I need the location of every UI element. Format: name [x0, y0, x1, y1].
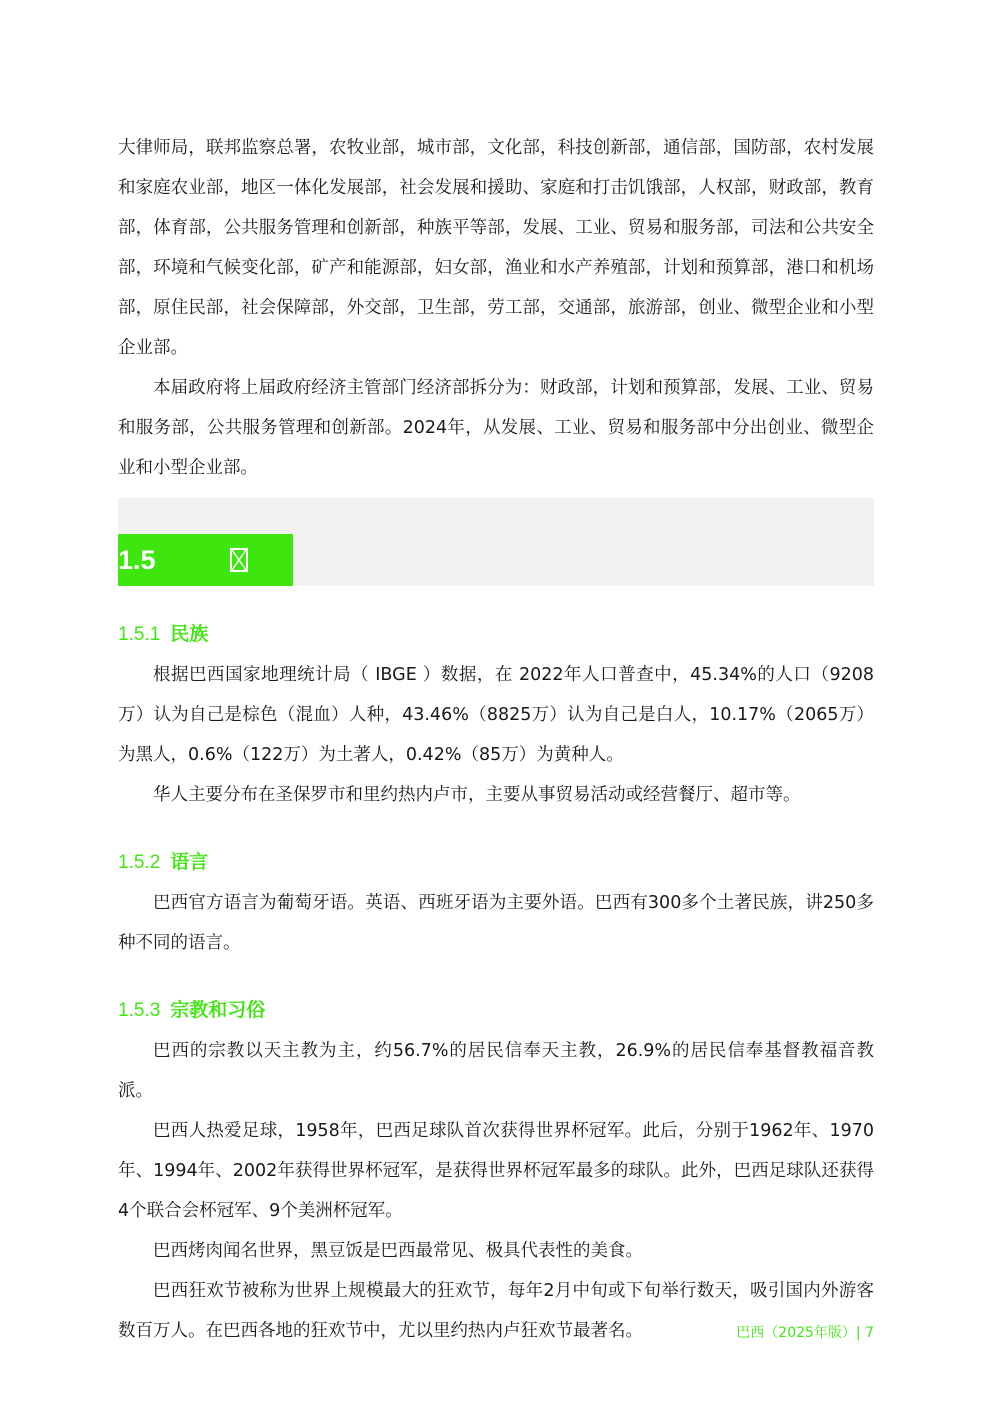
- page-content: [118, 128, 874, 1351]
- paragraph: 根据巴西国家地理统计局（ IBGE ）数据，在 2022年人口普查中，45.34%的人口（9208万）认为自己是棕色（混血）人种，43.46%（8825万）认为自己是白人，10.17%（2065万）为黑人，0.6%（122万）为土著人，0.42%（85万）为黄种人。: [118, 665, 874, 765]
- paragraph: 大律师局，联邦监察总署，农牧业部，城市部，文化部，科技创新部，通信部，国防部，农村发展和家庭农业部，地区一体化发展部，社会发展和援助、家庭和打击饥饿部，人权部，财政部，教育部，体育部，公共服务管理和创新部，种族平等部，发展、工业、贸易和服务部，司法和公共安全部，环境和气候变化部，矿产和能源部，妇女部，渔业和水产养殖部，计划和预算部，港口和机场部，原住民部，社会保障部，外交部，卫生部，劳工部，交通部，旅游部，创业、微型企业和小型企业部。: [118, 138, 874, 358]
- subsection-title: 民族: [170, 623, 209, 645]
- section-heading-band: [118, 498, 874, 586]
- subsection-number: 1.5.1: [118, 624, 161, 645]
- paragraph: 巴西的宗教以天主教为主，约56.7%的居民信奉天主教，26.9%的居民信奉基督教福音教派。: [118, 1041, 874, 1101]
- section-number: 1.5: [118, 545, 156, 575]
- paragraph: 华人主要分布在圣保罗市和里约热内卢市，主要从事贸易活动或经营餐厅、超市等。: [153, 785, 801, 805]
- subsection-number: 1.5.2: [118, 852, 161, 873]
- paragraph: 本届政府将上届政府经济主管部门经济部拆分为：财政部，计划和预算部，发展、工业、贸易和服务部，公共服务管理和创新部。2024年，从发展、工业、贸易和服务部中分出创业、微型企业和小型企业部。: [118, 378, 874, 478]
- subsection-heading: [118, 614, 874, 655]
- paragraph: 巴西烤肉闻名世界，黑豆饭是巴西最常见、极具代表性的美食。: [153, 1241, 643, 1261]
- missing-glyph-icon: [230, 548, 248, 572]
- paragraph: 巴西狂欢节被称为世界上规模最大的狂欢节，每年2月中旬或下旬举行数天，吸引国内外游客数百万人。在巴西各地的狂欢节中，尤以里约热内卢狂欢节最著名。: [118, 1281, 874, 1341]
- paragraph: 巴西官方语言为葡萄牙语。英语、西班牙语为主要外语。巴西有300多个土著民族，讲250多种不同的语言。: [118, 893, 874, 953]
- page-footer: 巴西（2025年版）| 7: [736, 1325, 874, 1341]
- paragraph: 巴西人热爱足球，1958年，巴西足球队首次获得世界杯冠军。此后，分别于1962年、1970年、1994年、2002年获得世界杯冠军，是获得世界杯冠军最多的球队。此外，巴西足球队还获得4个联合会杯冠军、9个美洲杯冠军。: [118, 1121, 874, 1221]
- section-heading: [118, 534, 293, 586]
- subsection-number: 1.5.3: [118, 1000, 161, 1021]
- subsection-heading: [118, 990, 874, 1031]
- subsection-heading: [118, 842, 874, 883]
- subsection-title: 语言: [170, 851, 209, 873]
- subsection-title: 宗教和习俗: [170, 999, 266, 1021]
